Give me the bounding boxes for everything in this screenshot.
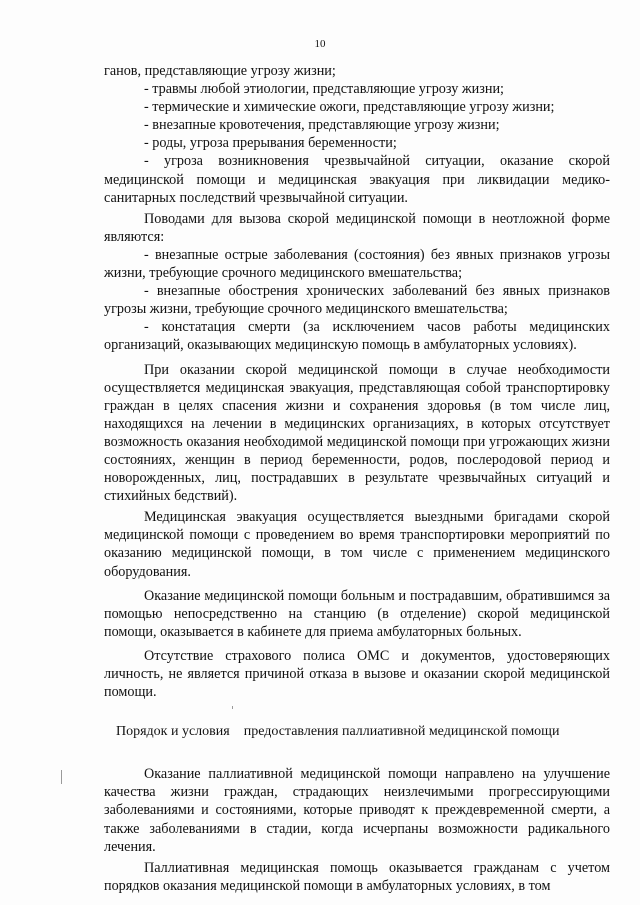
page-body	[104, 62, 610, 895]
paragraph-palliative-provision: Паллиативная медицинская помощь оказывается гражданам с учетом порядков оказания медицинской помощи в амбулаторных условиях, в том	[104, 859, 610, 894]
paragraph-urgent-reasons: Поводами для вызова скорой медицинской помощи в неотложной форме являются:	[104, 210, 610, 245]
paragraph-continuation: ганов, представляющие угрозу жизни;	[104, 63, 336, 79]
list-item-acute-diseases: - внезапные острые заболевания (состояния) без явных признаков угрозы жизни, требующие срочного медицинского вмешательства;	[104, 246, 610, 282]
section-heading-palliative: Порядок и условия предоставления паллиативной медицинской помощи	[116, 724, 560, 740]
list-item-childbirth: - роды, угроза прерывания беременности;	[144, 135, 397, 152]
paragraph-evacuation-teams: Медицинская эвакуация осуществляется выездными бригадами скорой медицинской помощи с проведением во время транспортировки мероприятий по оказанию медицинской помощи, в том числе с применением медицинского оборудования.	[104, 509, 610, 580]
paragraph-medical-evacuation: При оказании скорой медицинской помощи в случае необходимости осуществляется медицинская эвакуация, представляющая собой транспортировку граждан в целях спасения жизни и сохранения здоровья (в том числе лиц, находящихся на лечении в медицинских организациях, в которых отсутствует возможность оказания необходимой медицинской помощи при угрожающих жизни состояниях, женщин в период беременности, родов, послеродовой период и новорожденных, лиц, пострадавших в результате чрезвычайных ситуаций и стихийных бедствий).	[104, 361, 610, 505]
scan-speck	[232, 706, 233, 709]
list-item-emergency-situation: - угроза возникновения чрезвычайной ситуации, оказание скорой медицинской помощи и медицинская эвакуация при ликвидации медико-санитарных последствий чрезвычайной ситуации.	[104, 153, 610, 206]
scan-speck	[61, 770, 62, 784]
list-item-chronic-exacerbations: - внезапные обострения хронических заболеваний без явных признаков угрозы жизни, требующие срочного медицинского вмешательства;	[104, 283, 610, 318]
list-item-burns: - термические и химические ожоги, представляющие угрозу жизни;	[144, 99, 555, 116]
list-item-trauma: - травмы любой этиологии, представляющие угрозу жизни;	[144, 81, 504, 98]
paragraph-no-insurance: Отсутствие страхового полиса ОМС и документов, удостоверяющих личность, не является причиной отказа в вызове и оказании скорой медицинской помощи.	[104, 647, 610, 701]
paragraph-walk-in-patients: Оказание медицинской помощи больным и пострадавшим, обратившимся за помощью непосредственно на станцию (в отделение) скорой медицинской помощи, оказывается в кабинете для приема амбулаторных больных.	[104, 587, 610, 640]
list-item-bleeding: - внезапные кровотечения, представляющие угрозу жизни;	[144, 117, 500, 134]
list-item-death-confirmation: - констатация смерти (за исключением часов работы медицинских организаций, оказывающих медицинскую помощь в амбулаторных условиях).	[104, 319, 610, 354]
paragraph-palliative-purpose: Оказание паллиативной медицинской помощи направлено на улучшение качества жизни граждан, страдающих неизлечимыми прогрессирующими заболеваниями и состояниями, которые приводят к преждевременной смерти, а также заболеваниями в стадии, когда исчерпаны возможности радикального лечения.	[104, 766, 610, 855]
page-number: 10	[314, 38, 326, 50]
